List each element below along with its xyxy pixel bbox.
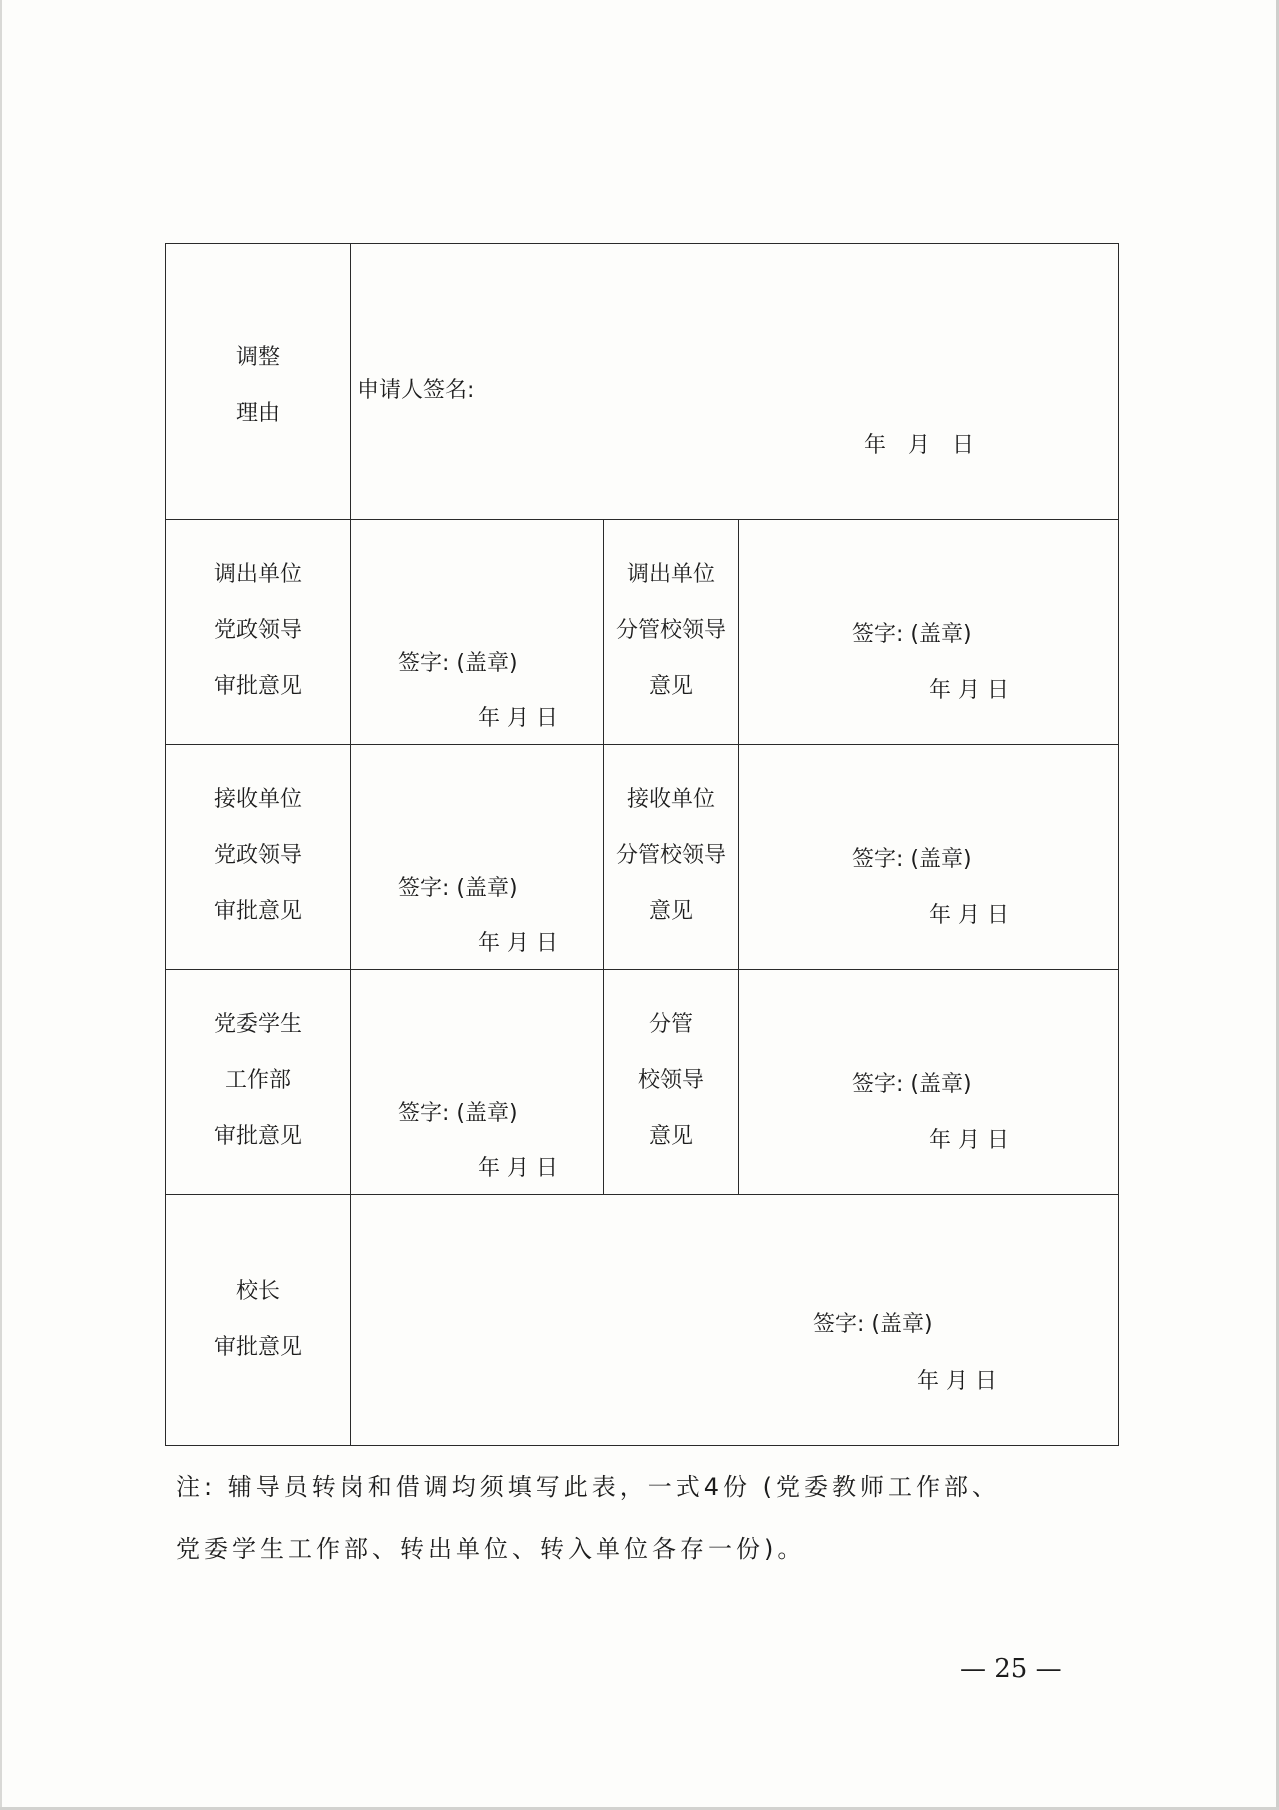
approval-opinion-cell[interactable] — [739, 520, 1119, 745]
approval-label-line: 调出单位 — [626, 562, 715, 587]
approval-label — [604, 772, 738, 940]
approval-label — [604, 997, 738, 1165]
signature-seal-label: 签字: (盖章) — [852, 1072, 972, 1097]
approval-label-line: 调出单位 — [213, 562, 302, 587]
approval-label-line: 审批意见 — [213, 899, 302, 924]
signature-seal-label: 签字: (盖章) — [852, 847, 972, 872]
approval-label-cell — [604, 745, 739, 970]
approval-label-cell — [166, 745, 351, 970]
applicant-signature-label: 申请人签名: — [357, 378, 475, 403]
approval-label-line: 接收单位 — [626, 787, 715, 812]
approval-label-line: 分管校领导 — [615, 843, 726, 868]
signature-date: 年 月 日 — [929, 903, 1009, 928]
president-opinion-cell[interactable] — [351, 1195, 1119, 1446]
reason-date: 年 月 日 — [864, 433, 975, 458]
reason-label-line: 调整 — [235, 345, 280, 370]
approval-label-line: 党政领导 — [213, 618, 302, 643]
signature-seal-label: 签字: (盖章) — [398, 876, 518, 901]
reason-label — [166, 330, 350, 442]
approval-label-line: 工作部 — [224, 1068, 291, 1093]
approval-label — [166, 772, 350, 940]
approval-label-line: 接收单位 — [213, 787, 302, 812]
approval-label-line: 分管校领导 — [615, 618, 726, 643]
approval-label-cell — [166, 520, 351, 745]
signature-seal-label: 签字: (盖章) — [813, 1312, 933, 1337]
approval-label-line: 分管 — [648, 1012, 693, 1037]
signature-date: 年 月 日 — [929, 1128, 1009, 1153]
approval-label — [166, 547, 350, 715]
approval-label-line: 审批意见 — [213, 1124, 302, 1149]
signature-seal-label: 签字: (盖章) — [398, 1101, 518, 1126]
scan-edge-left — [0, 0, 2, 1810]
approval-row-student-work — [166, 970, 1119, 1195]
approval-label-line: 意见 — [648, 1124, 693, 1149]
approval-opinion-cell[interactable] — [351, 745, 604, 970]
signature-seal-label: 签字: (盖章) — [852, 622, 972, 647]
president-label — [166, 1264, 350, 1376]
approval-label-line: 意见 — [648, 674, 693, 699]
approval-form-table — [165, 243, 1119, 1446]
approval-label — [166, 997, 350, 1165]
approval-label-line: 党政领导 — [213, 843, 302, 868]
approval-label-line: 校领导 — [637, 1068, 704, 1093]
approval-label-line: 党委学生 — [213, 1012, 302, 1037]
signature-date: 年 月 日 — [929, 678, 1009, 703]
approval-opinion-cell[interactable] — [351, 970, 604, 1195]
approval-label — [604, 547, 738, 715]
approval-opinion-cell[interactable] — [739, 745, 1119, 970]
approval-label-line: 审批意见 — [213, 674, 302, 699]
reason-row — [166, 244, 1119, 520]
approval-row-transfer-in — [166, 745, 1119, 970]
signature-date: 年 月 日 — [478, 1156, 558, 1181]
president-label-cell — [166, 1195, 351, 1446]
approval-label-cell — [604, 970, 739, 1195]
president-label-line: 审批意见 — [213, 1335, 302, 1360]
page-number: — 25 — — [960, 1654, 1062, 1684]
approval-label-cell — [166, 970, 351, 1195]
signature-seal-label: 签字: (盖章) — [398, 651, 518, 676]
approval-opinion-cell[interactable] — [739, 970, 1119, 1195]
signature-date: 年 月 日 — [478, 706, 558, 731]
approval-label-cell — [604, 520, 739, 745]
form-note-line: 注: 辅导员转岗和借调均须填写此表，一式4份 (党委教师工作部、 — [176, 1473, 1000, 1501]
approval-row-transfer-out — [166, 520, 1119, 745]
reason-label-line: 理由 — [235, 401, 280, 426]
form-note-line: 党委学生工作部、转出单位、转入单位各存一份)。 — [176, 1535, 806, 1563]
approval-label-line: 意见 — [648, 899, 693, 924]
president-row — [166, 1195, 1119, 1446]
president-label-line: 校长 — [235, 1279, 280, 1304]
reason-input-cell[interactable] — [351, 244, 1119, 520]
approval-opinion-cell[interactable] — [351, 520, 604, 745]
signature-date: 年 月 日 — [478, 931, 558, 956]
signature-date: 年 月 日 — [917, 1369, 997, 1394]
reason-label-cell — [166, 244, 351, 520]
